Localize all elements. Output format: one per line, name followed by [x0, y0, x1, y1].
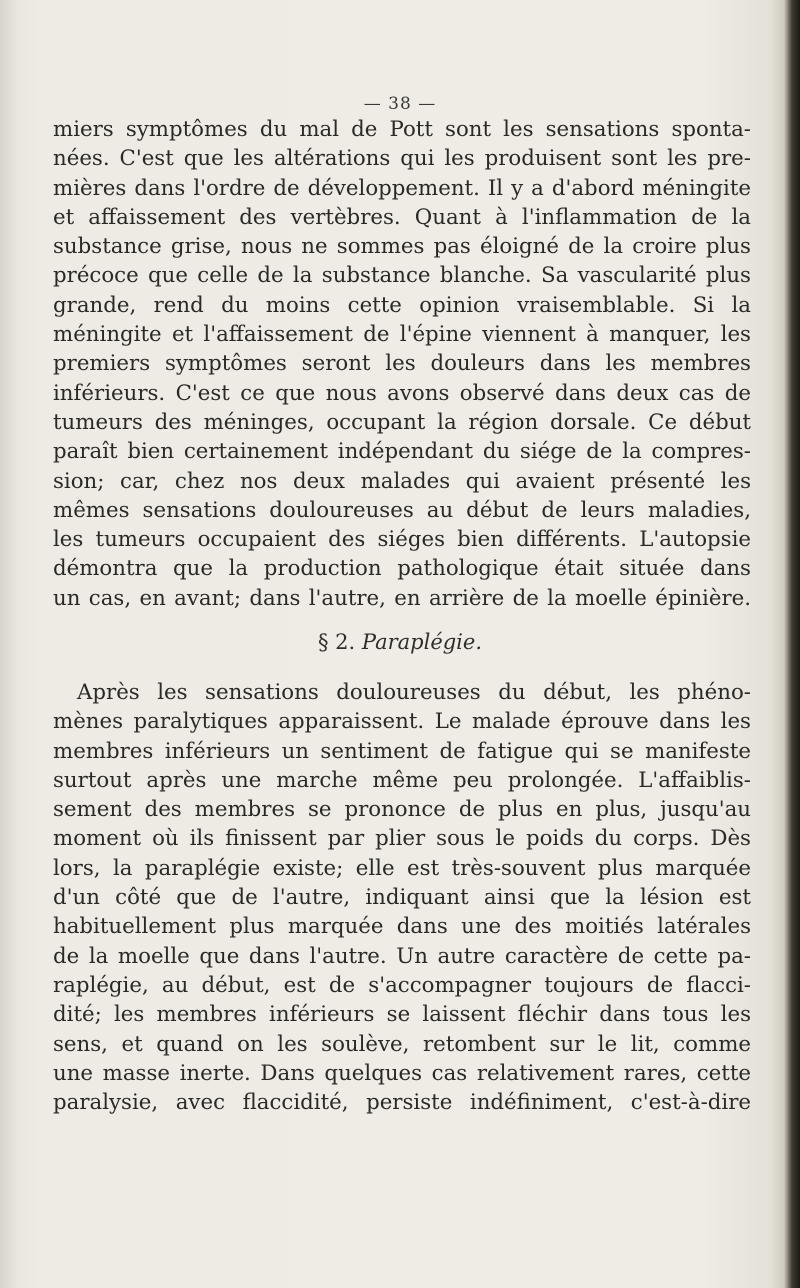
text-line: inférieurs. C'est ce que nous avons observé dans deux cas de [53, 380, 751, 406]
text-line: tumeurs des méninges, occupant la région dorsale. Ce début [53, 409, 751, 435]
text-line: de la moelle que dans l'autre. Un autre caractère de cette pa- [53, 943, 751, 969]
text-line: habituellement plus marquée dans une des moitiés latérales [53, 914, 751, 940]
text-line: grande, rend du moins cette opinion vraisemblable. Si la [53, 292, 751, 318]
text-line: précoce que celle de la substance blanche. Sa vascularité plus [53, 263, 751, 289]
text-line: lors, la paraplégie existe; elle est très-souvent plus marquée [53, 855, 751, 881]
paragraph-2 [53, 678, 751, 1117]
text-line: substance grise, nous ne sommes pas éloigné de la croire plus [53, 234, 751, 260]
text-line: un cas, en avant; dans l'autre, en arrière de la moelle épinière. [53, 585, 751, 611]
text-line: méningite et l'affaissement de l'épine viennent à manquer, les [53, 322, 751, 348]
section-number: § 2. [317, 630, 356, 654]
text-line: et affaissement des vertèbres. Quant à l'inflammation de la [53, 204, 751, 230]
text-line: paraît bien certainement indépendant du siége de la compres- [53, 439, 751, 465]
text-line: mêmes sensations douloureuses au début de leurs maladies, [53, 497, 751, 523]
text-line: Après les sensations douloureuses du début, les phéno- [77, 680, 751, 705]
page-number: — 38 — [363, 94, 437, 114]
text-line: sion; car, chez nos deux malades qui avaient présenté les [53, 468, 751, 494]
text-line: surtout après une marche même peu prolongée. L'affaiblis- [53, 767, 751, 793]
text-line: mières dans l'ordre de développement. Il y a d'abord méningite [53, 175, 751, 201]
text-line: premiers symptômes seront les douleurs dans les membres [53, 351, 751, 377]
text-line: mènes paralytiques apparaissent. Le malade éprouve dans les [53, 709, 751, 735]
text-line: paralysie, avec flaccidité, persiste indéfiniment, c'est-à-dire [53, 1090, 751, 1116]
text-line: sens, et quand on les soulève, retombent sur le lit, comme [53, 1031, 751, 1057]
text-line: démontra que la production pathologique était située dans [53, 556, 751, 582]
text-line: les tumeurs occupaient des siéges bien différents. L'autopsie [53, 527, 751, 553]
text-line: moment où ils finissent par plier sous le poids du corps. Dès [53, 826, 751, 852]
text-line: membres inférieurs un sentiment de fatigue qui se manifeste [53, 738, 751, 764]
text-line: dité; les membres inférieurs se laissent fléchir dans tous les [53, 1002, 751, 1028]
text-line: une masse inerte. Dans quelques cas relativement rares, cette [53, 1060, 751, 1086]
paragraph-1 [53, 115, 751, 613]
text-line: raplégie, au début, est de s'accompagner toujours de flacci- [53, 972, 751, 998]
text-line: miers symptômes du mal de Pott sont les sensations sponta- [53, 117, 751, 142]
text-line: sement des membres se prononce de plus en plus, jusqu'au [53, 797, 751, 823]
text-line: nées. C'est que les altérations qui les produisent sont les pre- [53, 146, 751, 172]
section-title: Paraplégie. [361, 630, 483, 654]
section-heading [0, 630, 800, 654]
text-line: d'un côté que de l'autre, indiquant ainsi que la lésion est [53, 885, 751, 911]
